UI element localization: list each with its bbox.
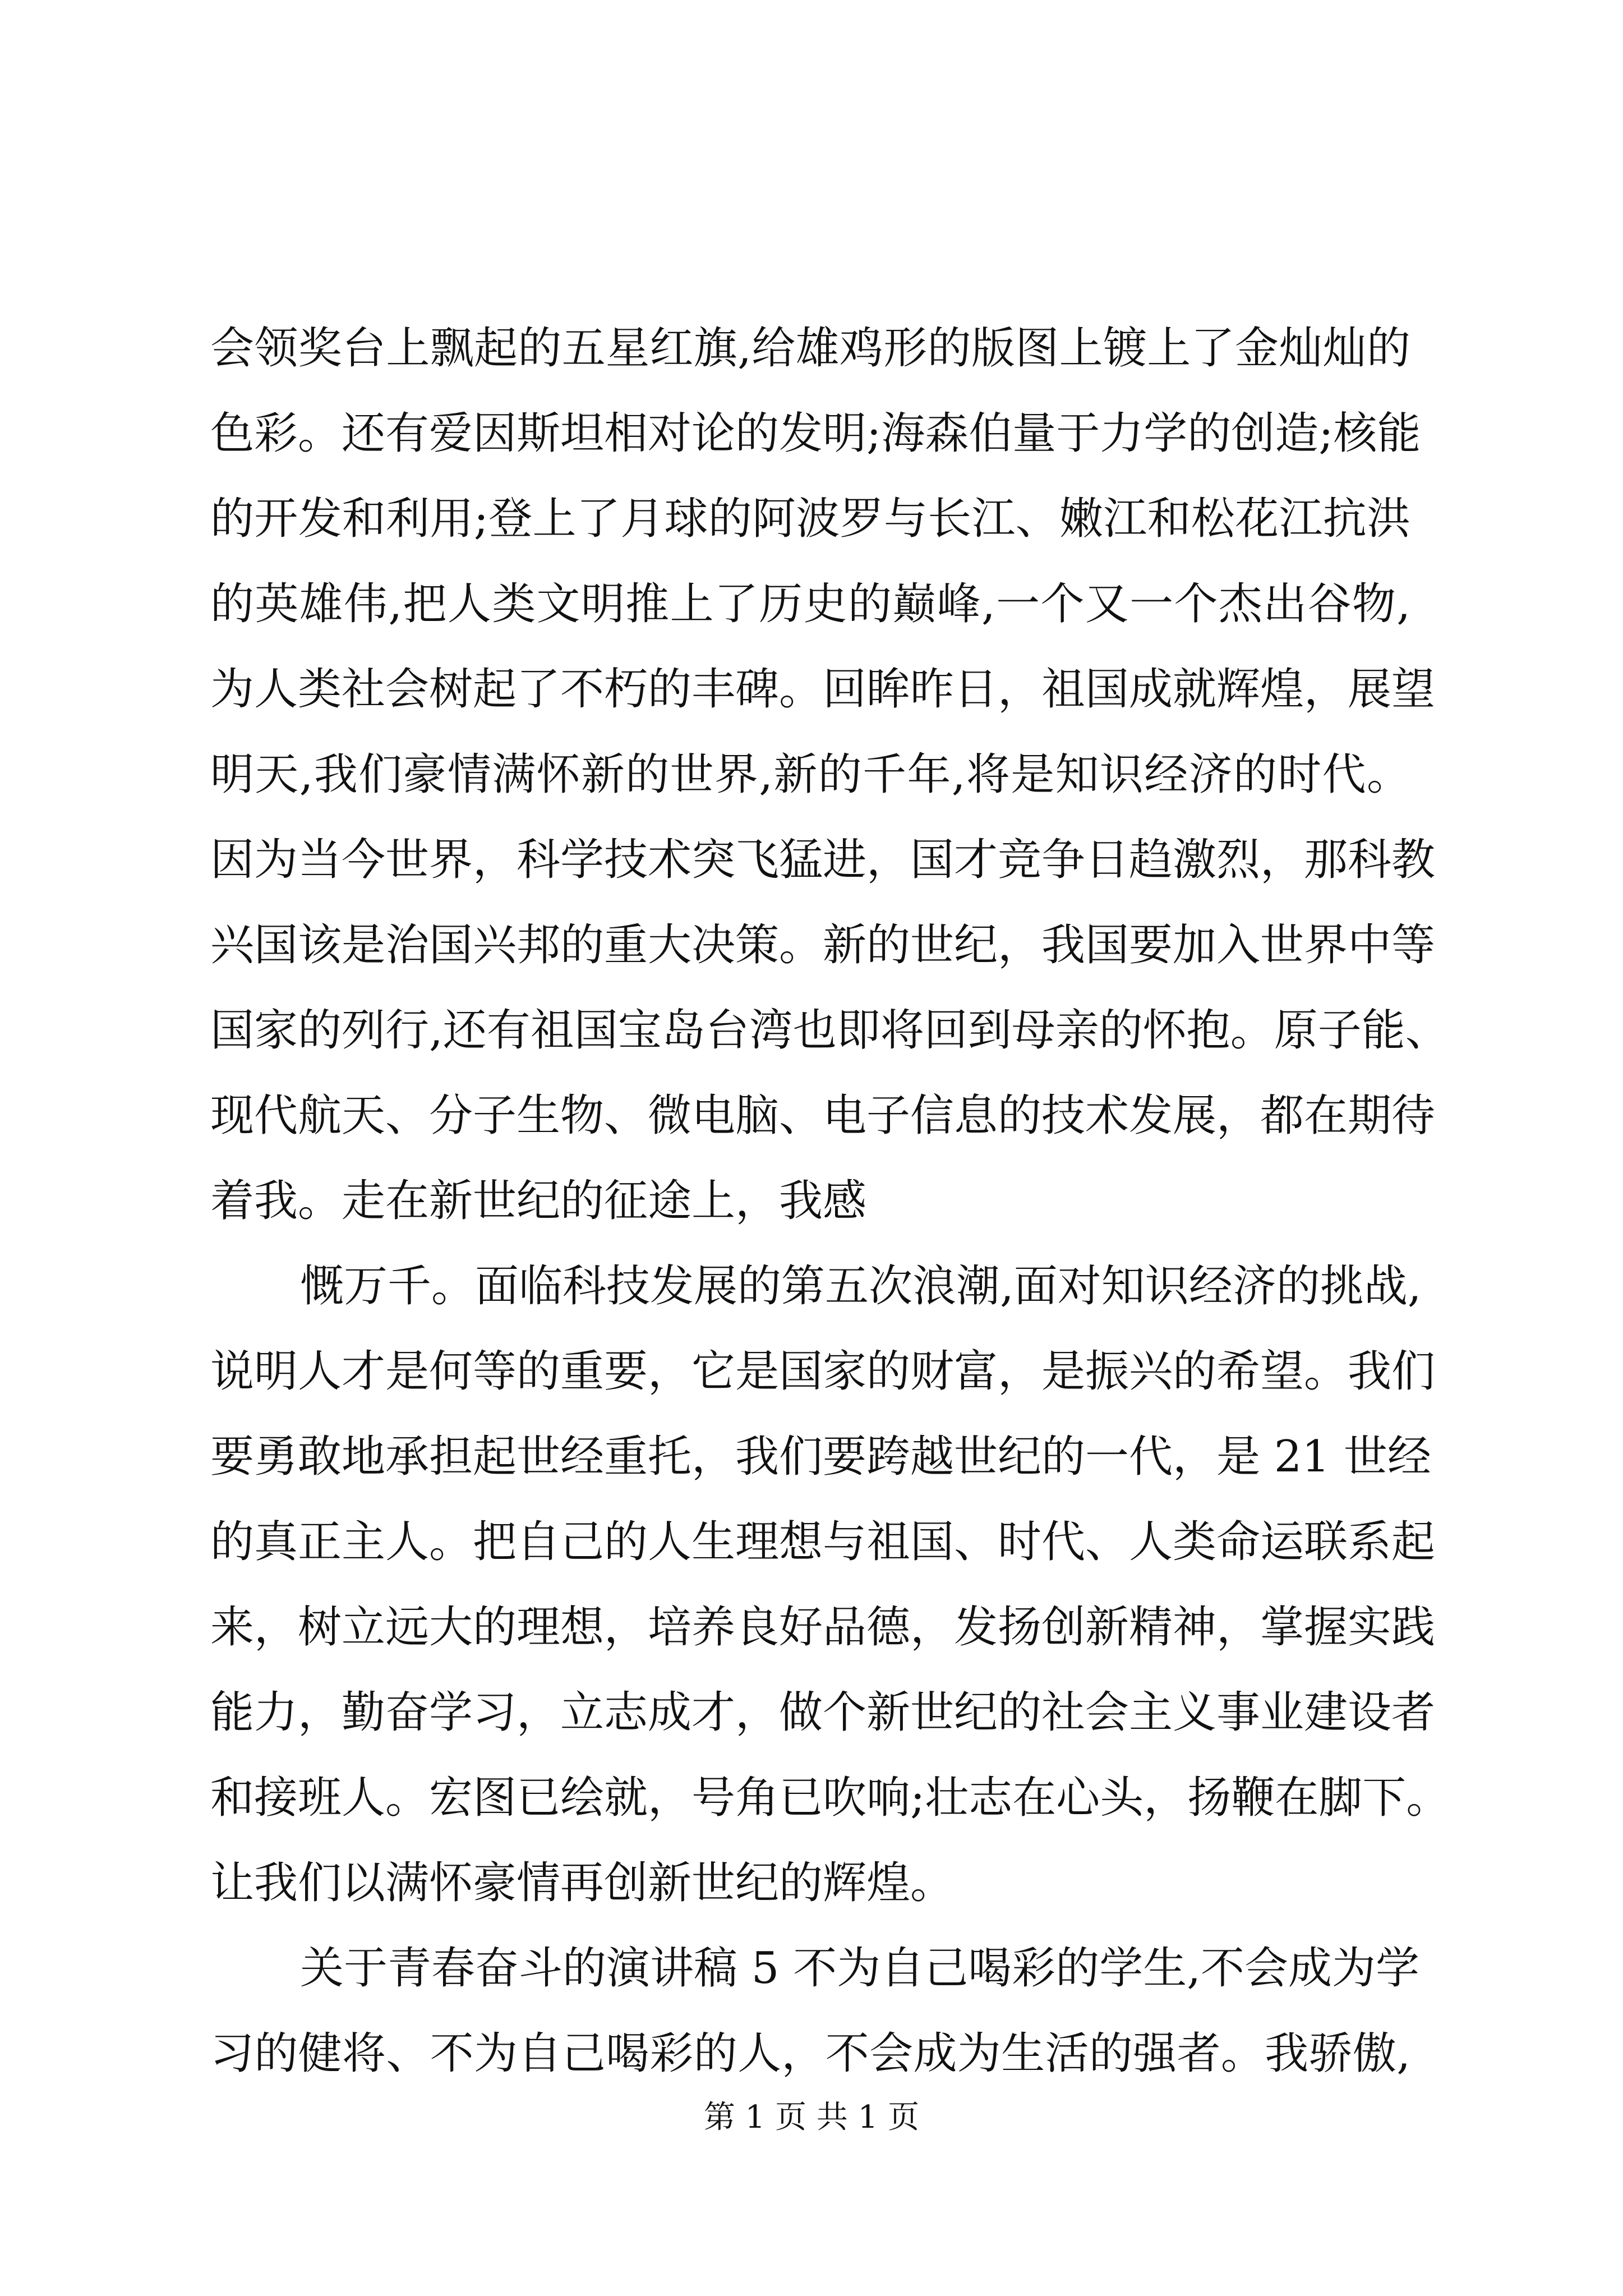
text-line: 习的健将、不为自己喝彩的人，不会成为生活的强者。我骄傲, [210, 2028, 1410, 2079]
text-line: 的开发和利用;登上了月球的阿波罗与长江、嫩江和松花江抗洪 [210, 494, 1410, 544]
text-line: 明天,我们豪情满怀新的世界,新的千年,将是知识经济的时代。 [210, 749, 1410, 800]
text-line: 现代航天、分子生物、微电脑、电子信息的技术发展，都在期待 [210, 1091, 1436, 1141]
text-line: 的真正主人。把自己的人生理想与祖国、时代、人类命运联系起 [210, 1517, 1436, 1567]
text-line: 能力，勤奋学习，立志成才，做个新世纪的社会主义事业建设者 [210, 1687, 1436, 1738]
text-line: 要勇敢地承担起世经重托，我们要跨越世纪的一代，是 21 世经 [210, 1432, 1431, 1482]
text-line: 色彩。还有爱因斯坦相对论的发明;海森伯量于力学的创造;核能 [210, 408, 1421, 459]
text-line: 国家的列行,还有祖国宝岛台湾也即将回到母亲的怀抱。原子能、 [210, 1005, 1449, 1056]
text-line: 和接班人。宏图已绘就，号角已吹响;壮志在心头，扬鞭在脚下。 [210, 1773, 1450, 1823]
text-line: 为人类社会树起了不朽的丰碑。回眸昨日，祖国成就辉煌，展望 [210, 664, 1436, 715]
text-line: 让我们以满怀豪情再创新世纪的辉煌。 [210, 1858, 955, 1908]
paragraph-first-line: 关于青春奋斗的演讲稿 5 不为自己喝彩的学生,不会成为学 [300, 1943, 1420, 1994]
text-line: 的英雄伟,把人类文明推上了历史的巅峰,一个又一个杰出谷物, [210, 579, 1410, 629]
body-text [210, 306, 1450, 2096]
text-line: 说明人才是何等的重要，它是国家的财富，是振兴的希望。我们 [210, 1346, 1436, 1397]
text-line: 着我。走在新世纪的征途上，我感 [210, 1176, 867, 1226]
page-footer: 第 1 页 共 1 页 [703, 2099, 920, 2136]
text-line: 来，树立远大的理想，培养良好品德，发扬创新精神，掌握实践 [210, 1602, 1436, 1653]
paragraph-first-line: 慨万千。面临科技发展的第五次浪潮,面对知识经济的挑战, [300, 1261, 1422, 1312]
text-line: 会领奖台上飘起的五星红旗,给雄鸡形的版图上镀上了金灿灿的 [210, 323, 1410, 374]
text-line: 因为当今世界，科学技术突飞猛进，国才竞争日趋激烈，那科教 [210, 835, 1436, 885]
text-line: 兴国该是治国兴邦的重大决策。新的世纪，我国要加入世界中等 [210, 920, 1436, 970]
